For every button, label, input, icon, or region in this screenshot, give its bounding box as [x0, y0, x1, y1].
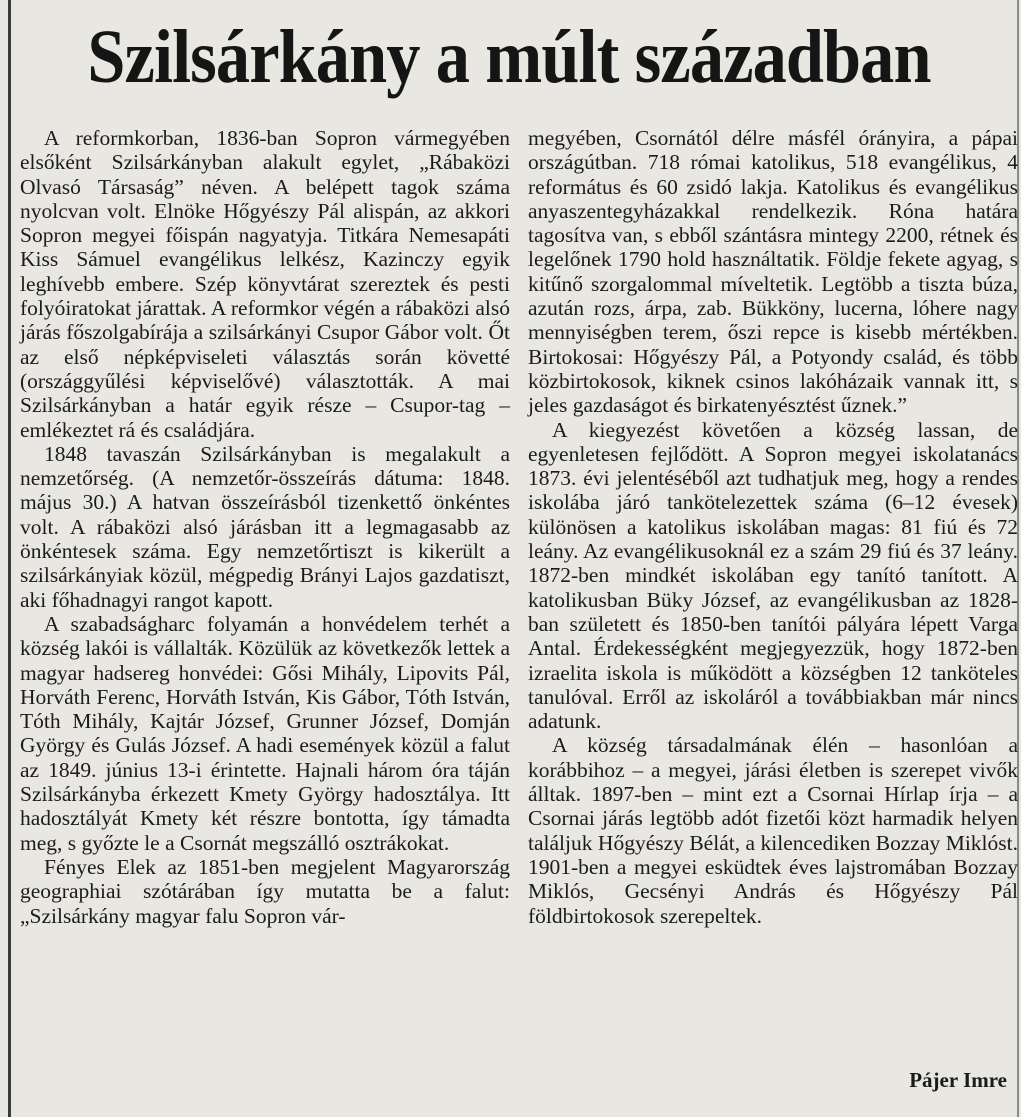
article-headline: Szilsárkány a múlt században — [87, 15, 931, 99]
left-column — [20, 126, 510, 928]
right-column — [528, 126, 1018, 928]
author-byline: Pájer Imre — [909, 1068, 1007, 1092]
paragraph: A község társadalmának élén – hasonlóan a korábbihoz – a megyei, járási életben is szerepet vivők álltak. 1897-ben – mint ezt a Csornai Hírlap írja – a Csornai járás legtöbb adót fizetői közt harmadik helyen találjuk Hőgyészy Bélát, a kilencediken Bozzay Miklóst. 1901-ben a megyei esküdtek éves lajstromában Bozzay Miklós, Gecsényi András és Hőgyészy Pál földbirtokosok szerepeltek. — [528, 733, 1018, 928]
paragraph: A szabadságharc folyamán a honvédelem terhét a község lakói is vállalták. Közülük az következők lettek a magyar hadsereg honvédei: Gősi Mihály, Lipovits Pál, Horváth Ferenc, Horváth István, Kis Gábor, Tóth István, Tóth Mihály, Kajtár József, Grunner József, Domján György és Gulás József. A hadi események közül a falut az 1849. június 13-i érintette. Hajnali három óra táján Szilsárkányba érkezett Kmety György hadosztálya. Itt hadosztályát Kmety két részre bontotta, így támadta meg, s győzte le a Csornát megszálló osztrákokat. — [20, 611, 510, 855]
paragraph: A reformkorban, 1836-ban Sopron vármegyében elsőként Szilsárkányban alakult egylet, „Rábaközi Olvasó Társaság” néven. A belépett tagok száma nyolcvan volt. Elnöke Hőgyészy Pál alispán, az akkori Sopron megyei főispán nagyatyja. Titkára Nemesapáti Kiss Sámuel evangélikus lelkész, Kazinczy egyik leghívebb embere. Szép könyvtárat szereztek és pesti folyóiratokat járattak. A reformkor végén a rábaközi alsó járás főszolgabírája a szilsárkányi Csupor Gábor volt. Őt az első népképviseleti választás során követté (országgyűlési képviselővé) választották. A mai Szilsárkányban a határ egyik része – Csupor-tag – emlékeztet rá és családjára. — [20, 126, 510, 442]
paragraph: megyében, Csornától délre másfél órányira, a pápai országútban. 718 római katolikus, 518 evangélikus, 4 református és 60 zsidó lakja. Katolikus és evangélikus anyaszentegyházakkal rendelkezik. Róna határa tagosítva van, s ebből szántásra mintegy 2200, rétnek és legelőnek 1790 hold használtatik. Földje fekete agyag, s kitűnő szorgalommal míveltetik. Legtöbb a tiszta búza, azután rozs, árpa, zab. Bükköny, lucerna, lóhere nagy mennyiségben terem, őszi repce is kisebb mértékben. Birtokosai: Hőgyészy Pál, a Potyondy család, és több közbirtokosok, kiknek csinos lakóházaik vannak itt, s jeles gazdaságot és birkatenyésztést űznek.” — [528, 126, 1018, 418]
column-rule-left — [8, 0, 11, 1117]
paragraph: A kiegyezést követően a község lassan, de egyenletesen fejlődött. A Sopron megyei iskolatanács 1873. évi jelentéséből azt tudhatjuk meg, hogy a rendes iskolába járó tankötelezettek száma (6–12 évesek) különösen a katolikus iskolában magas: 81 fiú és 72 leány. Az evangélikusoknál ez a szám 29 fiú és 37 leány. 1872-ben mindkét iskolában egy tanító tanított. A katolikusban Büky József, az evangélikusban az 1828-ban született és 1850-ben tanítói pályára lépett Varga Antal. Érdekességként megjegyezzük, hogy 1872-ben izraelita iskola is működött a községben 12 tanköteles tanulóval. Erről az iskoláról a továbbiakban már nincs adatunk. — [528, 417, 1018, 734]
article-body — [20, 126, 1018, 1106]
paragraph: Fényes Elek az 1851-ben megjelent Magyarország geographiai szótárában így mutatta be a falut: „Szilsárkány magyar falu Sopron vár- — [20, 854, 510, 928]
paragraph: 1848 tavaszán Szilsárkányban is megalakult a nemzetőrség. (A nemzetőr-összeírás dátuma: 1848. május 30.) A hatvan összeírásból tizenkettő önkéntes volt. A rábaközi alsó járásban itt a legmagasabb az önkéntesek száma. Egy nemzetőrtiszt is kikerült a szilsárkányiak közül, mégpedig Brányi Lajos gazdatiszt, aki főhadnagyi rangot kapott. — [20, 441, 510, 612]
